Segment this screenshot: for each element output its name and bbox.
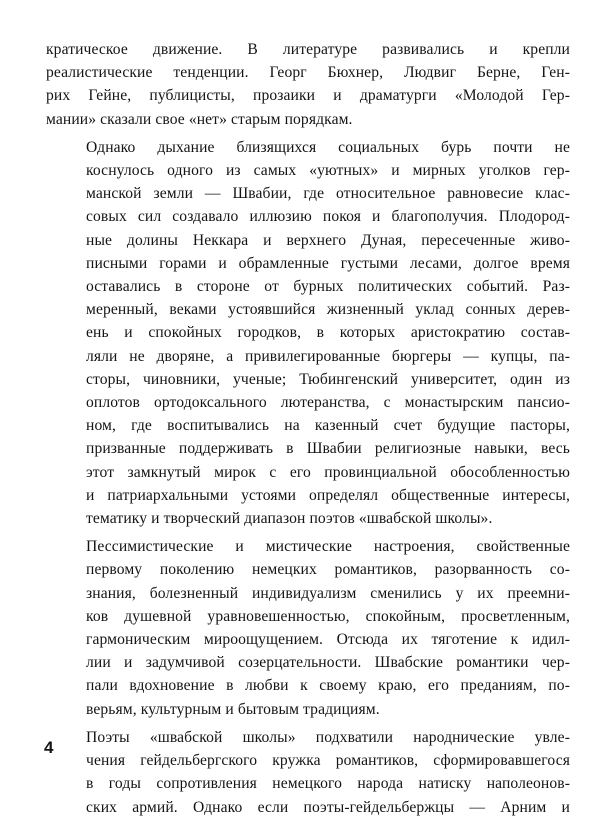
text-line: манской земли — Швабии, где относительное равновесие клас-	[86, 185, 570, 203]
text-line: Поэты «швабской школы» подхватили народнические увле-	[86, 728, 570, 746]
text-line: тематику и творческий диапазон поэтов «швабской школы».	[86, 510, 493, 528]
text-line: реалистические тенденции. Георг Бюхнер, Людвиг Берне, Ген-	[46, 64, 570, 82]
paragraph-1	[46, 38, 570, 131]
text-line: лии и задумчивой созерцательности. Швабские романтики чер-	[86, 654, 570, 672]
text-line: совых сил создавало иллюзию покоя и благополучия. Плодород-	[86, 208, 570, 226]
page-number: 4	[44, 738, 54, 757]
text-line: ляли не дворяне, а привилегированные бюргеры — купцы, па-	[86, 347, 570, 365]
text-line: ные долины Неккара и верхнего Дуная, пересеченные живо-	[86, 231, 570, 249]
paragraph-3	[46, 535, 570, 721]
text-line: оплотов ортодоксального лютеранства, с монастырским пансио-	[86, 394, 570, 412]
text-line: ских армий. Однако если поэты-гейдельбержцы — Арним и	[86, 798, 570, 816]
text-line: оставались в стороне от бурных политических событий. Раз-	[86, 278, 570, 296]
text-line: сторы, чиновники, ученые; Тюбингенский университет, один из	[86, 370, 570, 388]
text-line: Пессимистические и мистические настроения, свойственные	[86, 538, 570, 556]
text-line: пали вдохновение в любви к своему краю, его преданиям, по-	[86, 677, 570, 695]
text-line: и патриархальными устоями определял общественные интересы,	[86, 486, 570, 504]
text-line: этот замкнутый мирок с его провинциальной обособленностью	[86, 463, 570, 481]
paragraph-4	[46, 726, 570, 819]
text-line: знания, болезненный индивидуализм сменились у их преемни-	[86, 584, 570, 602]
text-line: призванные поддерживать в Швабии религиозные навыки, весь	[86, 440, 570, 458]
paragraph-2	[46, 136, 570, 530]
text-line: мании» сказали свое «нет» старым порядкам.	[46, 110, 353, 128]
text-line: писными горами и обрамленные густыми лесами, долгое время	[86, 254, 570, 272]
text-line: чения гейдельбергского кружка романтиков, сформировавшегося	[86, 752, 570, 770]
text-line: ень и спокойных городков, в которых аристократию состав-	[86, 324, 570, 342]
text-line: ном, где воспитывались на казенный счет будущие пасторы,	[86, 417, 570, 435]
text-line: меренный, веками устоявшийся жизненный уклад сонных дерев-	[86, 301, 570, 319]
text-line: в годы сопротивления немецкого народа натиску наполеонов-	[86, 775, 570, 793]
text-line: Однако дыхание близящихся социальных бурь почти не	[86, 138, 570, 156]
text-line: гармоническим мироощущением. Отсюда их тяготение к идил-	[86, 631, 570, 649]
body-text	[46, 38, 570, 819]
text-line: кратическое движение. В литературе развивались и крепли	[46, 41, 570, 58]
text-line: верьям, культурным и бытовым традициям.	[86, 700, 380, 718]
text-line: ков душевной уравновешенностью, спокойным, просветленным,	[86, 607, 570, 625]
text-line: первому поколению немецких романтиков, разорванность со-	[86, 561, 570, 579]
text-line: рих Гейне, публицисты, прозаики и драматурги «Молодой Гер-	[46, 87, 570, 105]
text-line: коснулось одного из самых «уютных» и мирных уголков гер-	[86, 162, 570, 180]
